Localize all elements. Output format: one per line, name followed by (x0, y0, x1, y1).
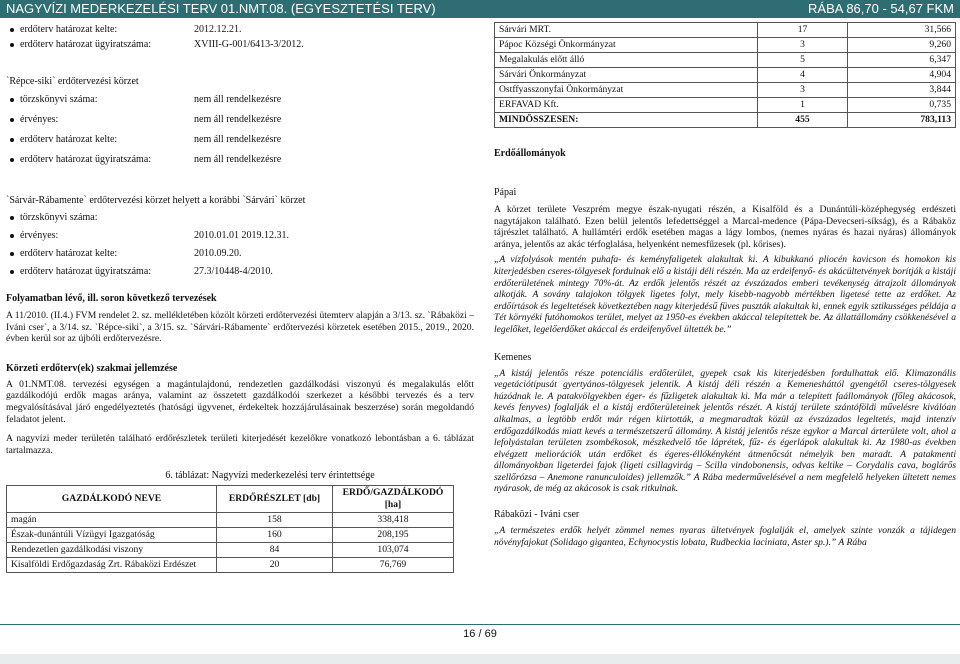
info-row: erdőterv határozat ügyiratszáma: XVIII-G-001/6413-3/2012. (6, 37, 474, 52)
bullet-icon (10, 252, 14, 256)
info-row: erdőterv határozat kelte: 2010.09.20. (6, 246, 474, 261)
bullet-icon (10, 216, 14, 220)
bullet-icon (10, 158, 14, 162)
section-title-forests: Erdőállományok (494, 148, 566, 159)
header-river-section: RÁBA 86,70 - 54,67 FKM (808, 1, 954, 16)
paragraph-papai: A körzet területe Veszprém megye észak-nyugati részén, a Kisalföld és a Dunántúli-középhegység erdészeti nagytájakon található. Ezen belül jelentős lefedettséggel a Marcal-medence (Pápa-Devecseri-síkság), és a Rábaköz tájrészlet található. A hullámtéri erdők esetében magas a lágy lombos, (nemes nyáras és hazai nyáras) állományok aránya, jelentős az akác térfoglalása, helyenként nemesfűzesek (pl. kőrises). (494, 204, 956, 250)
quote-rabakozi: „A természetes erdők helyét zömmel nemes nyaras ültetvények foglalják el, amelyek szinte vonzák a tájidegen növényfajokat (Solidago gigantea, Echynocystis lobata, Rudbeckia laciniata, Aster sp.).” A Rába (494, 525, 956, 548)
left-column (6, 22, 474, 573)
bullet-icon (10, 98, 14, 102)
info-row: erdőterv határozat ügyiratszáma: nem áll rendelkezésre (6, 152, 474, 167)
table-row: ERFAVAD Kft. 1 0,735 (495, 98, 956, 113)
info-row: erdőterv határozat ügyiratszáma: 27.3/10448-4/2010. (6, 264, 474, 279)
col-header-area: ERDŐ/GAZDÁLKODÓ [ha] (333, 486, 454, 513)
region-title: `Sárvár-Rábamente` erdőtervezési körzet helyett a korábbi `Sárvári` körzet (6, 195, 306, 206)
right-column (494, 22, 956, 548)
table-row: Kisalföldi Erdőgazdaság Zrt. Rábaközi Erdészet 20 76,769 (7, 558, 454, 573)
paragraph-features: A 01.NMT.08. tervezési egységen a magántulajdonú, rendezetlen gazdálkodási viszonyú és megalakulás előtt gazdálkodójú erdők magas aránya, valamint az összetett gazdálkodói szerkezet a későbbi tervezés és a terv megvalósításával járó engedélyeztetés (hatósági ügyvenet, érdekeltek hozzájárulásainak beszerzése) során megoldandó feladatot jelent. (6, 378, 474, 425)
table-row: Megalakulás előtt álló 5 6,347 (495, 53, 956, 68)
owners-table (6, 485, 454, 573)
region-title: `Répce-siki` erdőtervezési körzet (6, 76, 139, 87)
document-header (0, 0, 960, 18)
bullet-icon (10, 28, 14, 32)
info-row: erdőterv határozat kelte: nem áll rendelkezésre (6, 132, 474, 147)
info-row: törzskönyvi száma: nem áll rendelkezésre (6, 92, 474, 107)
header-title: NAGYVÍZI MEDERKEZELÉSI TERV 01.NMT.08. (EGYESZTETÉSI TERV) (6, 1, 436, 16)
table-total-row: MINDÖSSZESEN: 455 783,113 (495, 113, 956, 128)
table-row: Pápoc Községi Önkormányzat 3 9,260 (495, 38, 956, 53)
bullet-icon (10, 138, 14, 142)
subsection-title-kemenes: Kemenes (494, 351, 532, 363)
paragraph-summary: A nagyvízi meder területén található erdőrészletek területi kiterjedését kezelőkre vonatkozó lebontásban a 6. táblázat tartalmazza. (6, 433, 474, 456)
bullet-icon (10, 43, 14, 47)
subsection-title-papai: Pápai (494, 187, 517, 198)
subsection-title-rabakozi: Rábaközi - Iváni cser (494, 509, 580, 521)
quote-papai: „A vízfolyások mentén puhafa- és keményfaligetek alakultak ki. A kibukkanó pliocén kavicson és homokon kis kiterjedésben cseres-tölgyesek fordulnak elő a kistáji déli részén. Ma az erdeifenyő- és akácültetvények borítják a kistáji erdőterületének mintegy 70%-át. Az erdők jelentős részét az évszázados emberi tevékenység átrajzolt állományok alkotják. A sovány talajokon tölgyek ligetes folyt, mely kisebb-nagyobb mértékben ligetesé tette az erdőket. Az erdőírtások és legeltetések következtében nagy kiterjedésű füves puszták alakultak ki, ennek egyik sztikusséges példája a Tét környéki futóhomokos terület, melyet az 1950-es években akáccal telepítettek be. Az állattállomány csökkenésével a legelőket, legelőerdőket akáccal és erdeifenyővel ültették be.” (494, 254, 956, 335)
viewer-bottom-bar (0, 654, 960, 664)
col-header-count: ERDŐRÉSZLET [db] (217, 486, 333, 513)
info-row: törzskönyvi száma: (6, 210, 474, 225)
info-row: érvényes: 2010.01.01 2019.12.31. (6, 228, 474, 243)
info-row: erdőterv határozat kelte: 2012.12.21. (6, 22, 474, 37)
table-row: magán 158 338,418 (7, 513, 454, 528)
table-row: Észak-dunántúli Vízügyi Igazgatóság 160 208,195 (7, 528, 454, 543)
table-row: Rendezetlen gazdálkodási viszony 84 103,074 (7, 543, 454, 558)
owner-summary-table (494, 22, 956, 128)
table-row: Sárvári MRT. 17 31,566 (495, 23, 956, 38)
top-left-block (6, 22, 474, 167)
col-header-name: GAZDÁLKODÓ NEVE (7, 486, 217, 513)
info-row: érvényes: nem áll rendelkezésre (6, 112, 474, 127)
bullet-icon (10, 118, 14, 122)
table-caption: 6. táblázat: Nagyvízi mederkezelési terv érintettsége (165, 470, 375, 482)
footer-divider (0, 624, 960, 625)
page-number: 16 / 69 (463, 628, 497, 640)
quote-kemenes: „A kistáj jelentős része potenciális erdőterület, gyepek csak kis kiterjedésben fordulhattak elő. Klimazonális vegetációtípusát gyertyános-tölgyesek jelentik. A kistáj déli részén a Kemenesháttól gyengétől cseres-tölgyesek húzódnak le. A patakvölgyekben éger- és fűzligetek alakultak ki. Ma már a telepített faállományok (főleg akácosok, kevés fenyves) foglalják el a kistáj erdőterületeinek jelentős részét. A kistáj területe szántóföldi művelésre kiválóan alkalmas, a legtöbb erdőt már régen kiirtották, a megmaradtak közül az évszázados legeltetés, majd intenzív erdőgazdálkodás miatt kevés a természetszerű állomány. A kistáj jelentős része egykor a Marcal árterülete volt, ahol a lefolyástalan területen zsombékosok, mészkedvelő tőe láprétek, fűz- és égerlápok alakultak ki. Az 1980-as években elvégzett meliorációk után erdőket és égeres-éllókényként átmenőcsát némelyik ben maradt. A patakmenti állományokban ligeterdei fajok (ligeti csillagvirág – Scilla vindobonensis, odvas keltike – Corydalis cava, boglárős szellőrózsa – Anemone ranunculoides) jellemzők.” A Rába mederművelésével a nem megfelelő helyeken ültetett nemes nyárasok, de még az akácosok is csak ritkulnak. (494, 367, 956, 495)
section-title-ongoing: Folyamatban lévő, ill. soron következő tervezések (6, 293, 217, 304)
paragraph-ongoing: A 11/2010. (II.4.) FVM rendelet 2. sz. mellékletében közölt körzeti erdőtervezési ütemterv alapján a 3/13. sz. `Rábaközi – Iváni cser`, a 3/14. sz. `Répce-siki`, a 3/15. sz. `Sárvári-Rábamente` erdőtervezési körzetek esetében 2015., 2019., 2020. évben kerül sor az újbóli erdőtervezésre. (6, 310, 474, 345)
section-title-features: Körzeti erdőterv(ek) szakmai jellemzése (6, 362, 178, 374)
table-row: Ostffyasszonyfai Önkormányzat 3 3,844 (495, 83, 956, 98)
table-row: Sárvári Önkormányzat 4 4,904 (495, 68, 956, 83)
bullet-icon (10, 234, 14, 238)
bullet-icon (10, 270, 14, 274)
